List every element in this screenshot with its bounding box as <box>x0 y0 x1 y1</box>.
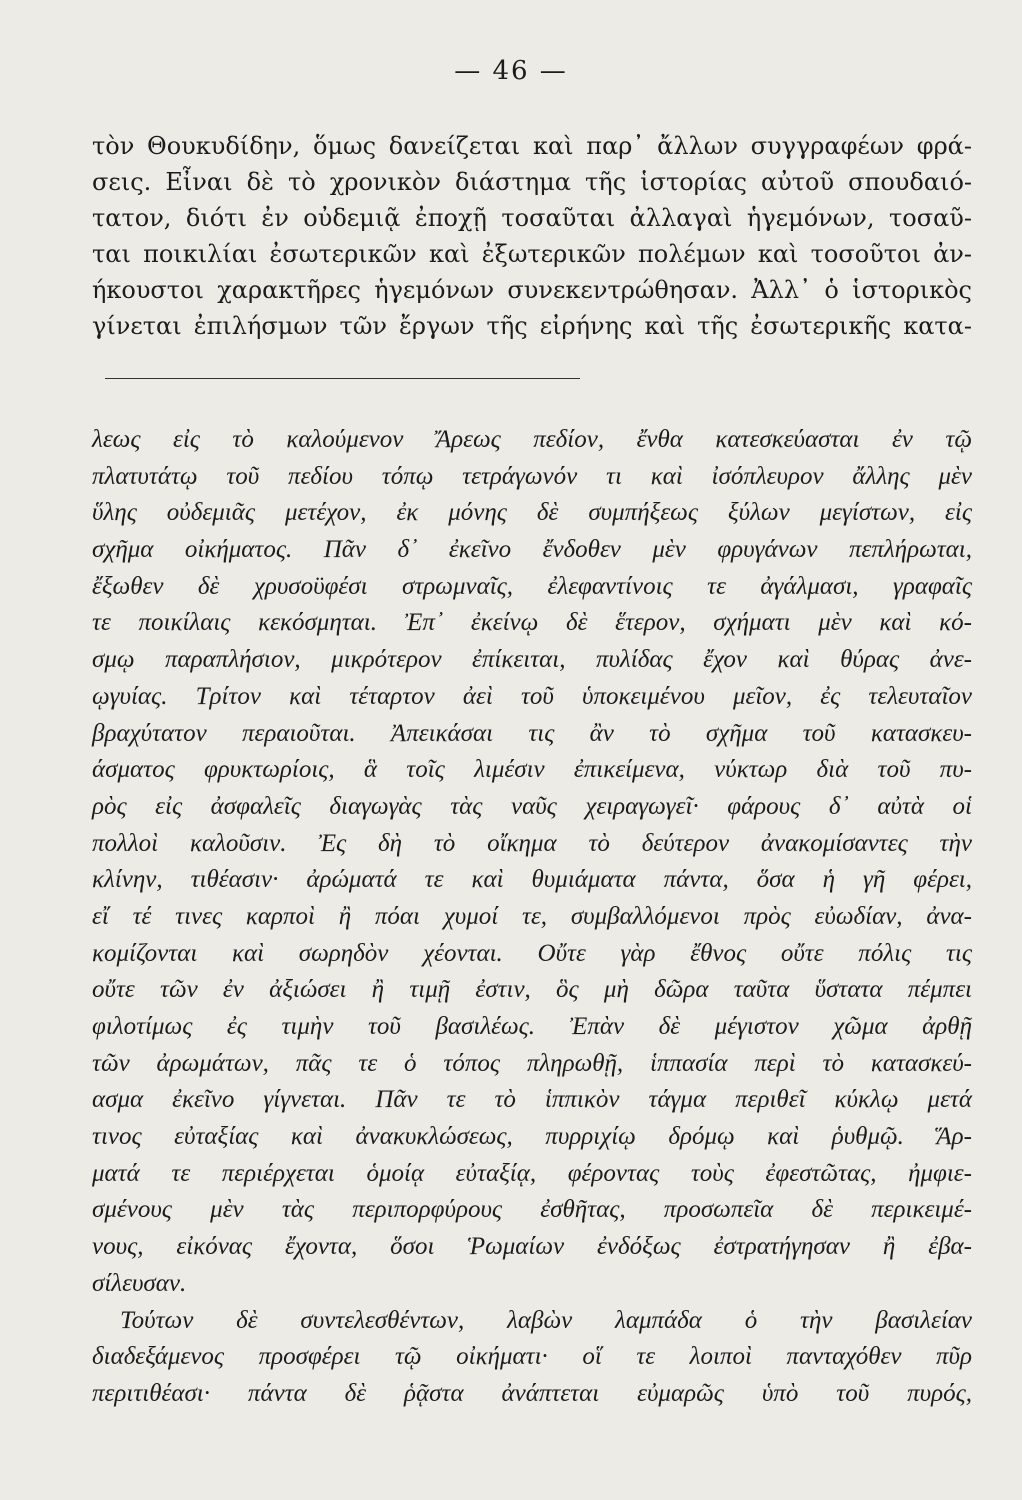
footnote-line: ἔξωθεν δὲ χρυσοϋφέσι στρωμναῖς, ἐλεφαντίνοις τε ἀγάλμασι, γραφαῖς <box>92 572 972 600</box>
text-line: ήκουστοι χαρακτῆρες ἡγεμόνων συνεκεντρώθησαν. Ἀλλ᾽ ὁ ἱστορικὸς <box>92 276 972 304</box>
text-line: τατον, διότι ἐν οὐδεμιᾷ ἐποχῇ τοσαῦται ἀλλαγαὶ ἡγεμόνων, τοσαῦ- <box>92 204 972 232</box>
text-line: γίνεται ἐπιλήσμων τῶν ἔργων τῆς εἰρήνης καὶ τῆς ἐσωτερικῆς κατα- <box>92 312 972 340</box>
footnote-line: άσματος φρυκτωρίοις, ἃ τοῖς λιμέσιν ἐπικείμενα, νύκτωρ διὰ τοῦ πυ- <box>92 756 972 784</box>
text-line: ται ποικιλίαι ἐσωτερικῶν καὶ ἐξωτερικῶν πολέμων καὶ τοσοῦτοι ἀν- <box>92 240 972 268</box>
footnote-line: κομίζονται καὶ σωρηδὸν χέονται. Οὔτε γὰρ ἔθνος οὔτε πόλις τις <box>92 939 972 967</box>
main-text <box>92 128 972 344</box>
footnote-line: κλίνην, τιθέασιν· ἀρώματά τε καὶ θυμιάματα πάντα, ὅσα ἡ γῆ φέρει, <box>92 866 972 894</box>
footnote-line: βραχύτατον περαιοῦται. Ἀπεικάσαι τις ἂν τὸ σχῆμα τοῦ κατασκευ- <box>92 719 972 747</box>
text-line: τὸν Θουκυδίδην, ὅμως δανείζεται καὶ παρ᾽ ἄλλων συγγραφέων φρά- <box>92 132 972 160</box>
footnote-line: τε ποικίλαις κεκόσμηται. Ἐπ᾽ ἐκείνῳ δὲ ἕτερον, σχήματι μὲν καὶ κό- <box>92 609 972 637</box>
footnote-line: Τούτων δὲ συντελεσθέντων, λαβὼν λαμπάδα ὁ τὴν βασιλείαν <box>120 1306 972 1334</box>
footnote-line: τινος εὐταξίας καὶ ἀνακυκλώσεως, πυρριχίῳ δρόμῳ καὶ ῥυθμῷ. Ἅρ- <box>92 1123 972 1151</box>
footnote-line: ματά τε περιέρχεται ὁμοίᾳ εὐταξίᾳ, φέροντας τοὺς ἐφεστῶτας, ἠμφιε- <box>92 1159 972 1187</box>
footnote-line: διαδεξάμενος προσφέρει τῷ οἰκήματι· οἵ τε λοιποὶ πανταχόθεν πῦρ <box>92 1343 972 1371</box>
page-number: — 46 — <box>454 56 568 86</box>
footnote-line: οὔτε τῶν ἐν ἀξιώσει ἢ τιμῇ ἐστιν, ὃς μὴ δῶρα ταῦτα ὕστατα πέμπει <box>92 976 972 1004</box>
footnote-line: ὕλης οὐδεμιᾶς μετέχον, ἐκ μόνης δὲ συμπήξεως ξύλων μεγίστων, εἰς <box>92 499 972 527</box>
footnote-line: πολλοὶ καλοῦσιν. Ἐς δὴ τὸ οἴκημα τὸ δεύτερον ἀνακομίσαντες τὴν <box>92 829 972 857</box>
footnote-line: ρὸς εἰς ἀσφαλεῖς διαγωγὰς τὰς ναῦς χειραγωγεῖ· φάρους δ᾽ αὐτὰ οἱ <box>92 792 972 820</box>
footnote-line: νους, εἰκόνας ἔχοντα, ὅσοι Ῥωμαίων ἐνδόξως ἐστρατήγησαν ἢ ἐβα- <box>92 1233 972 1261</box>
footnote-separator <box>105 378 580 379</box>
footnote-line: εἴ τέ τινες καρποὶ ἢ πόαι χυμοί τε, συμβαλλόμενοι πρὸς εὐωδίαν, ἀνα- <box>92 902 972 930</box>
footnote-line: σίλευσαν. <box>92 1269 187 1297</box>
footnote-line: τῶν ἀρωμάτων, πᾶς τε ὁ τόπος πληρωθῇ, ἱππασία περὶ τὸ κατασκεύ- <box>92 1049 972 1077</box>
footnote-line: λεως εἰς τὸ καλούμενον Ἄρεως πεδίον, ἔνθα κατεσκεύασται ἐν τῷ <box>92 426 972 453</box>
footnote-line: σμῳ παραπλήσιον, μικρότερον ἐπίκειται, πυλίδας ἔχον καὶ θύρας ἀνε- <box>92 646 972 674</box>
footnote <box>92 422 972 1413</box>
footnote-line: ῳγυίας. Τρίτον καὶ τέταρτον ἀεὶ τοῦ ὑποκειμένου μεῖον, ἐς τελευταῖον <box>92 682 972 710</box>
footnote-line: σχῆμα οἰκήματος. Πᾶν δ᾽ ἐκεῖνο ἔνδοθεν μὲν φρυγάνων πεπλήρωται, <box>92 536 972 564</box>
footnote-line: σμένους μὲν τὰς περιπορφύρους ἐσθῆτας, προσωπεῖα δὲ περικειμέ- <box>92 1196 972 1224</box>
footnote-line: φιλοτίμως ἐς τιμὴν τοῦ βασιλέως. Ἐπὰν δὲ μέγιστον χῶμα ἀρθῇ <box>92 1013 972 1040</box>
footnote-line: πλατυτάτῳ τοῦ πεδίου τόπῳ τετράγωνόν τι καὶ ἰσόπλευρον ἄλλης μὲν <box>92 462 972 490</box>
footnote-line: ασμα ἐκεῖνο γίγνεται. Πᾶν τε τὸ ἱππικὸν τάγμα περιθεῖ κύκλῳ μετά <box>92 1086 972 1114</box>
footnote-line: περιτιθέασι· πάντα δὲ ῥᾷστα ἀνάπτεται εὐμαρῶς ὑπὸ τοῦ πυρός, <box>92 1379 972 1407</box>
text-line: σεις. Εἶναι δὲ τὸ χρονικὸν διάστημα τῆς ἱστορίας αὐτοῦ σπουδαιό- <box>92 168 972 196</box>
